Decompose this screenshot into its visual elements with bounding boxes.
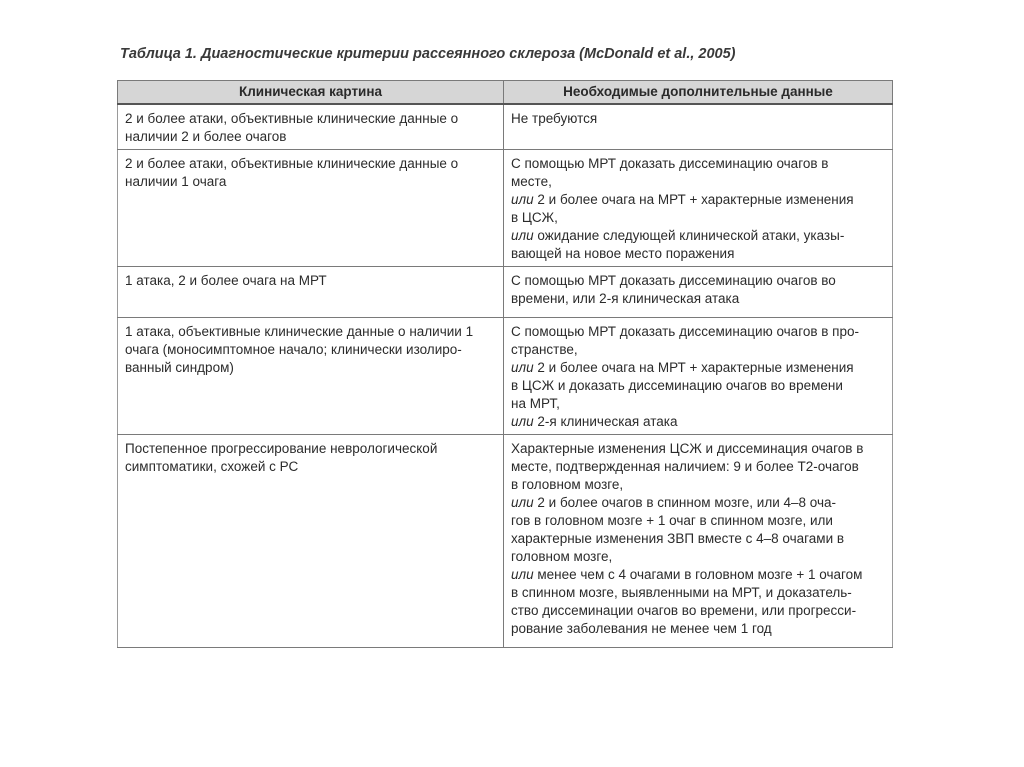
required-text: странстве, bbox=[511, 342, 578, 357]
required-text: гов в головном мозге + 1 очаг в спинном мозге, или bbox=[511, 513, 833, 528]
required-text-line bbox=[511, 341, 885, 359]
required-text: менее чем с 4 очагами в головном мозге + 1 очагом bbox=[533, 567, 863, 582]
required-text-line bbox=[511, 620, 885, 638]
required-text: С помощью МРТ доказать диссеминацию очагов во bbox=[511, 273, 836, 288]
required-text-line bbox=[511, 395, 885, 413]
required-text-line bbox=[511, 191, 885, 209]
clinical-text-line: симптоматики, схожей с РС bbox=[125, 459, 299, 474]
or-connector: или bbox=[511, 414, 534, 429]
required-data-cell bbox=[504, 435, 893, 648]
required-text-line bbox=[511, 458, 885, 476]
header-required-data: Необходимые дополнительные данные bbox=[504, 81, 893, 105]
required-text-line bbox=[511, 566, 885, 584]
required-text-line bbox=[511, 290, 885, 308]
or-connector: или bbox=[511, 567, 534, 582]
required-text: 2-я клиническая атака bbox=[533, 414, 678, 429]
or-connector: или bbox=[511, 495, 534, 510]
required-text-line bbox=[511, 323, 885, 341]
clinical-picture-cell bbox=[118, 104, 504, 150]
table-body bbox=[118, 104, 893, 648]
required-text: С помощью МРТ доказать диссеминацию очагов в про- bbox=[511, 324, 859, 339]
criteria-table bbox=[117, 80, 893, 648]
required-text-line bbox=[511, 272, 885, 290]
clinical-text-line: Постепенное прогрессирование неврологической bbox=[125, 441, 438, 456]
table-row bbox=[118, 150, 893, 267]
required-text: месте, подтвержденная наличием: 9 и более Т2-очагов bbox=[511, 459, 859, 474]
table-row bbox=[118, 318, 893, 435]
clinical-text-line: наличии 2 и более очагов bbox=[125, 129, 287, 144]
required-text-line bbox=[511, 584, 885, 602]
or-connector: или bbox=[511, 192, 534, 207]
table-row bbox=[118, 435, 893, 648]
required-text: 2 и более очага на МРТ + характерные изменения bbox=[533, 360, 854, 375]
required-text: Не требуются bbox=[511, 111, 598, 126]
required-text-line bbox=[511, 476, 885, 494]
required-text-line bbox=[511, 494, 885, 512]
required-text: характерные изменения ЗВП вместе с 4–8 очагами в bbox=[511, 531, 845, 546]
required-text: рование заболевания не менее чем 1 год bbox=[511, 621, 772, 636]
clinical-picture-cell bbox=[118, 318, 504, 435]
required-text-line bbox=[511, 548, 885, 566]
required-text: месте, bbox=[511, 174, 552, 189]
table-row bbox=[118, 267, 893, 318]
required-text: 2 и более очага на МРТ + характерные изменения bbox=[533, 192, 854, 207]
required-text-line bbox=[511, 530, 885, 548]
clinical-text-line: 1 атака, 2 и более очага на МРТ bbox=[125, 273, 327, 288]
required-text: вающей на новое место поражения bbox=[511, 246, 735, 261]
or-connector: или bbox=[511, 360, 534, 375]
clinical-text-line: 2 и более атаки, объективные клинические данные о bbox=[125, 111, 459, 126]
required-text-line bbox=[511, 245, 885, 263]
or-connector: или bbox=[511, 228, 534, 243]
required-text-line bbox=[511, 227, 885, 245]
required-text-line bbox=[511, 359, 885, 377]
header-clinical-picture: Клиническая картина bbox=[118, 81, 504, 105]
required-text-line bbox=[511, 155, 885, 173]
required-text-line bbox=[511, 173, 885, 191]
required-text: ство диссеминации очагов во времени, или прогресси- bbox=[511, 603, 857, 618]
required-text-line bbox=[511, 440, 885, 458]
required-data-cell bbox=[504, 104, 893, 150]
clinical-picture-cell bbox=[118, 267, 504, 318]
required-text: головном мозге, bbox=[511, 549, 613, 564]
clinical-text-line: наличии 1 очага bbox=[125, 174, 227, 189]
clinical-text-line: очага (моносимптомное начало; клинически изолиро- bbox=[125, 342, 462, 357]
header-row bbox=[118, 81, 893, 105]
required-text-line bbox=[511, 413, 885, 431]
required-data-cell bbox=[504, 267, 893, 318]
required-text: в ЦСЖ, bbox=[511, 210, 558, 225]
clinical-picture-cell bbox=[118, 150, 504, 267]
required-text-line bbox=[511, 602, 885, 620]
required-text-line bbox=[511, 110, 885, 128]
required-text: С помощью МРТ доказать диссеминацию очагов в bbox=[511, 156, 829, 171]
clinical-text-line: ванный синдром) bbox=[125, 360, 234, 375]
required-text-line bbox=[511, 377, 885, 395]
clinical-text-line: 1 атака, объективные клинические данные о наличии 1 bbox=[125, 324, 474, 339]
required-text: 2 и более очагов в спинном мозге, или 4–8 оча- bbox=[533, 495, 837, 510]
required-text-line bbox=[511, 209, 885, 227]
table-row bbox=[118, 104, 893, 150]
required-text: ожидание следующей клинической атаки, указы- bbox=[533, 228, 845, 243]
clinical-text-line: 2 и более атаки, объективные клинические данные о bbox=[125, 156, 459, 171]
required-text: Характерные изменения ЦСЖ и диссеминация очагов в bbox=[511, 441, 864, 456]
required-text: на МРТ, bbox=[511, 396, 560, 411]
required-text: в спинном мозге, выявленными на МРТ, и доказатель- bbox=[511, 585, 852, 600]
required-data-cell bbox=[504, 318, 893, 435]
required-text: в головном мозге, bbox=[511, 477, 624, 492]
required-text: в ЦСЖ и доказать диссеминацию очагов во времени bbox=[511, 378, 843, 393]
table-caption: Таблица 1. Диагностические критерии рассеянного склероза (McDonald et al., 2005) bbox=[120, 46, 736, 62]
clinical-picture-cell bbox=[118, 435, 504, 648]
required-text: времени, или 2-я клиническая атака bbox=[511, 291, 740, 306]
required-text-line bbox=[511, 512, 885, 530]
required-data-cell bbox=[504, 150, 893, 267]
